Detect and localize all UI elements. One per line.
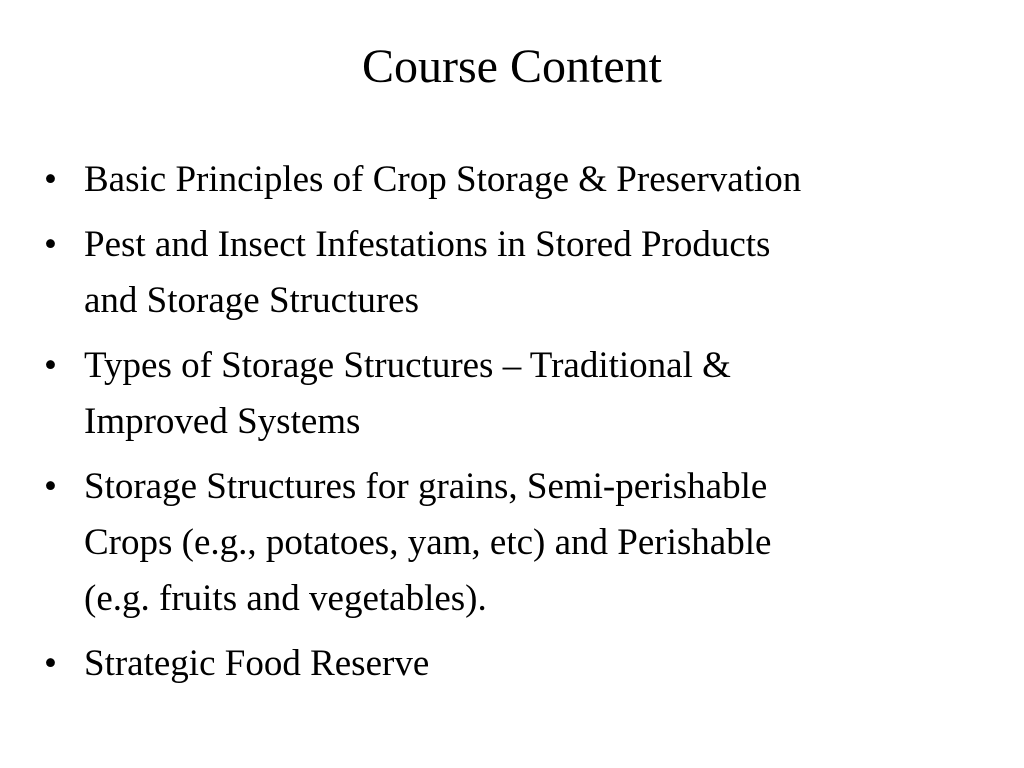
bullet-icon: • <box>44 224 57 265</box>
bullet-list <box>44 152 984 701</box>
bullet-text-line: and Storage Structures <box>84 280 419 321</box>
bullet-icon: • <box>44 466 57 507</box>
bullet-item <box>44 636 984 692</box>
bullet-item <box>44 459 984 627</box>
bullet-text-line: Strategic Food Reserve <box>84 643 430 684</box>
bullet-text-line: Improved Systems <box>84 401 361 442</box>
slide-title: Course Content <box>362 40 662 93</box>
bullet-text-line: Crops (e.g., potatoes, yam, etc) and Perishable <box>84 522 772 563</box>
bullet-icon: • <box>44 159 57 200</box>
bullet-item <box>44 217 984 329</box>
bullet-icon: • <box>44 643 57 684</box>
bullet-text-line: Pest and Insect Infestations in Stored Products <box>84 224 771 265</box>
bullet-item <box>44 152 984 208</box>
bullet-icon: • <box>44 345 57 386</box>
bullet-item <box>44 338 984 450</box>
bullet-text-line: Storage Structures for grains, Semi-perishable <box>84 466 768 507</box>
bullet-text-line: (e.g. fruits and vegetables). <box>84 578 487 619</box>
bullet-text-line: Basic Principles of Crop Storage & Preservation <box>84 159 802 200</box>
bullet-text-line: Types of Storage Structures – Traditional & <box>84 345 731 386</box>
